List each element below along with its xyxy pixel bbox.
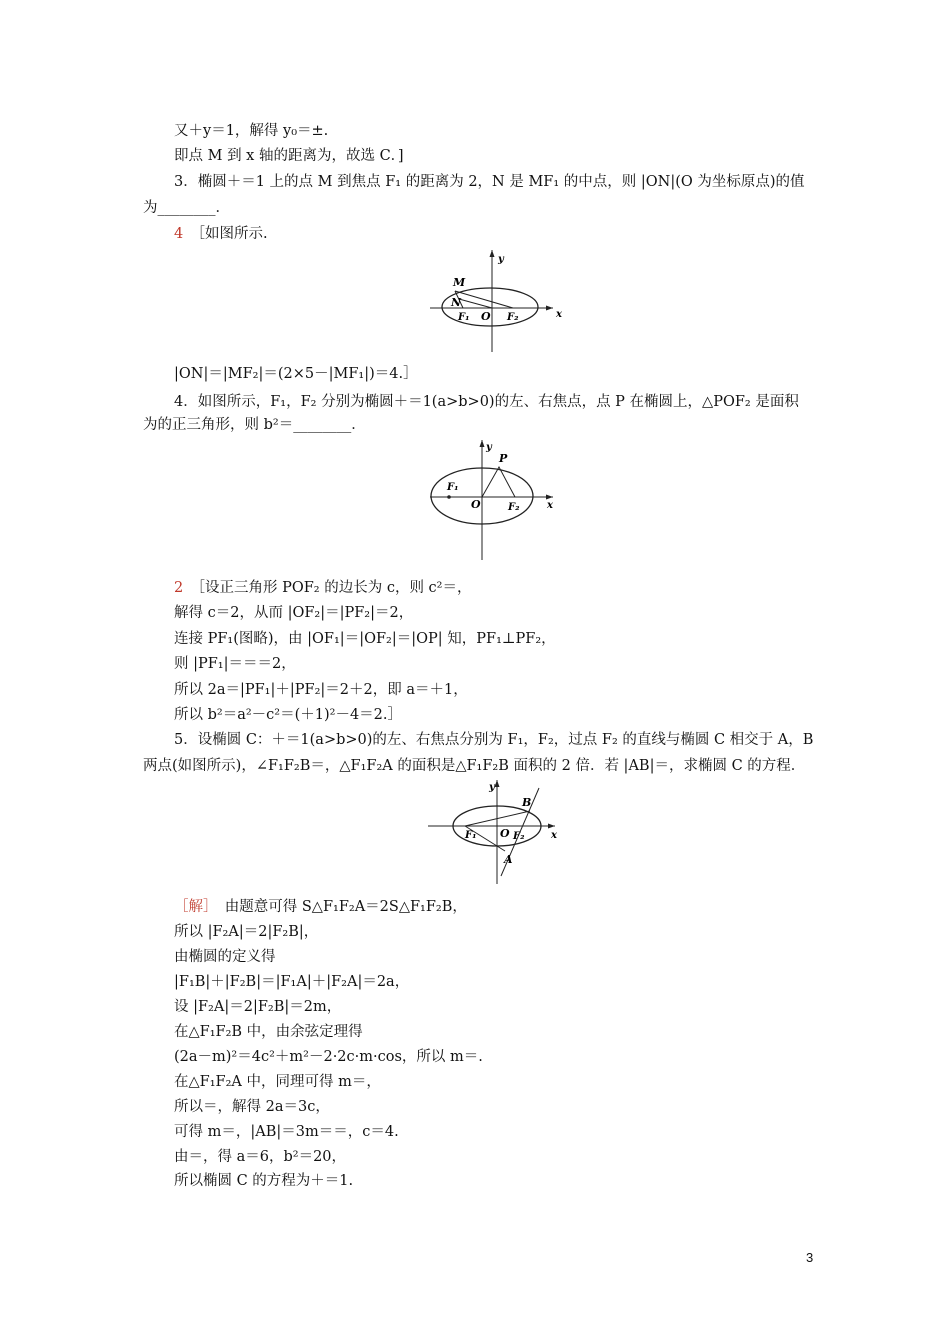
answer-text: ［如图所示. bbox=[197, 226, 268, 242]
text-line: 所以 2a＝|PF₁|＋|PF₂|＝2＋2，即 a＝＋1， bbox=[174, 682, 468, 698]
text-line: 所以 b²＝a²－c²＝(＋1)²－4＝2.］ bbox=[174, 707, 403, 723]
label-F2: F₂ bbox=[507, 312, 519, 323]
text-line: 所以椭圆 C 的方程为＋＝1. bbox=[174, 1173, 354, 1189]
solution-tag: ［解］ bbox=[174, 899, 211, 915]
label-B: B bbox=[522, 796, 532, 809]
label-x: x bbox=[551, 830, 557, 841]
text-line: |F₁B|＋|F₂B|＝|F₁A|＋|F₂A|＝2a， bbox=[174, 974, 410, 990]
text-line: 为的正三角形，则 b²＝________． bbox=[143, 417, 366, 433]
label-O: O bbox=[500, 827, 510, 840]
solution-text: 由题意可得 S△F₁F₂A＝2S△F₁F₂B， bbox=[224, 899, 467, 915]
text-line: 解得 c＝2，从而 |OF₂|＝|PF₂|＝2， bbox=[174, 605, 414, 621]
text-line: 由椭圆的定义得 bbox=[174, 949, 276, 965]
text-line: 所以＝，解得 2a＝3c， bbox=[174, 1099, 330, 1115]
question-3: 3．椭圆＋＝1 上的点 M 到焦点 F₁ 的距离为 2，N 是 MF₁ 的中点，则 |ON|(O 为坐标原点)的值 bbox=[174, 174, 805, 190]
label-y: y bbox=[486, 442, 492, 453]
text-line: 所以 |F₂A|＝2|F₂B|， bbox=[174, 924, 319, 940]
question-4: 4．如图所示，F₁，F₂ 分别为椭圆＋＝1(a>b>0)的左、右焦点，点 P 在椭圆上，△POF₂ 是面积 bbox=[174, 394, 799, 410]
text-line: 在△F₁F₂A 中，同理可得 m＝， bbox=[174, 1074, 381, 1090]
label-N: N bbox=[451, 296, 462, 309]
label-y: y bbox=[489, 782, 495, 793]
text-line: (2a－m)²＝4c²＋m²－2·2c·m·cos，所以 m＝. bbox=[174, 1049, 483, 1065]
text-line: 可得 m＝，|AB|＝3m＝＝，c＝4. bbox=[174, 1124, 399, 1140]
label-O: O bbox=[471, 498, 481, 511]
label-y: y bbox=[498, 254, 504, 265]
text-line: 为________． bbox=[143, 200, 230, 216]
text-line: 在△F₁F₂B 中，由余弦定理得 bbox=[174, 1024, 363, 1040]
page-number: 3 bbox=[806, 1250, 814, 1265]
label-F1: F₁ bbox=[447, 482, 459, 493]
text-line: |ON|＝|MF₂|＝(2×5－|MF₁|)＝4.］ bbox=[174, 366, 418, 382]
label-M: M bbox=[453, 276, 466, 289]
answer-4 bbox=[174, 578, 472, 598]
text-line: 即点 M 到 x 轴的距离为，故选 C．] bbox=[174, 148, 404, 164]
label-O: O bbox=[481, 310, 491, 323]
solution-5 bbox=[174, 897, 467, 917]
label-x: x bbox=[556, 309, 562, 320]
answer-value: 4 bbox=[174, 226, 184, 242]
label-F2: F₂ bbox=[513, 831, 525, 842]
label-A: A bbox=[504, 853, 513, 866]
label-P: P bbox=[499, 452, 508, 465]
text-line: 由＝，得 a＝6，b²＝20， bbox=[174, 1149, 347, 1165]
text-line: 连接 PF₁(图略)，由 |OF₁|＝|OF₂|＝|OP| 知，PF₁⊥PF₂， bbox=[174, 631, 556, 647]
figure-ellipse-2 bbox=[425, 438, 565, 564]
answer-value: 2 bbox=[174, 580, 184, 596]
label-x: x bbox=[547, 500, 553, 511]
text-line: 又＋y＝1，解得 y₀＝±. bbox=[174, 123, 329, 139]
figure-ellipse-1 bbox=[425, 248, 565, 356]
text-line: 则 |PF₁|＝＝＝2， bbox=[174, 656, 296, 672]
label-F2: F₂ bbox=[508, 502, 520, 513]
text-line: 设 |F₂A|＝2|F₂B|＝2m， bbox=[174, 999, 342, 1015]
label-F1: F₁ bbox=[458, 312, 470, 323]
answer-3 bbox=[174, 224, 268, 244]
text-line: 两点(如图所示)，∠F₁F₂B＝，△F₁F₂A 的面积是△F₁F₂B 面积的 2 倍．若 |AB|＝，求椭圆 C 的方程． bbox=[143, 758, 806, 774]
question-5: 5．设椭圆 C：＋＝1(a>b>0)的左、右焦点分别为 F₁，F₂，过点 F₂ 的直线与椭圆 C 相交于 A，B bbox=[174, 732, 814, 748]
answer-text: ［设正三角形 POF₂ 的边长为 c，则 c²＝， bbox=[197, 580, 472, 596]
label-F1: F₁ bbox=[465, 830, 477, 841]
figure-ellipse-3 bbox=[425, 778, 565, 888]
